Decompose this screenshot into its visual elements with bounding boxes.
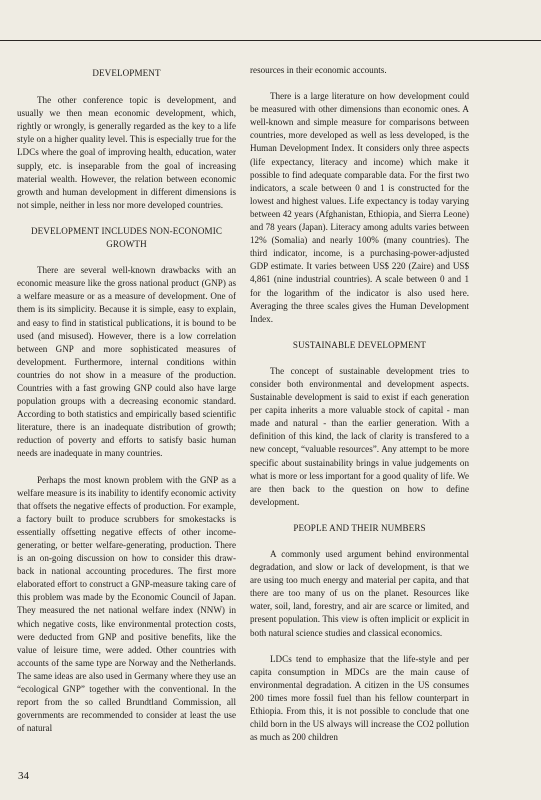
- paragraph: A commonly used argument behind environmental degradation, and slow or lack of development, is that we are using too much energy and material per capita, and that there are too many of us on the planet. Resources like water, soil, land, forestry, and air are scarce or limited, and present population. This view is often implicit or explicit in both natural science studies and classical economics.: [250, 549, 469, 638]
- heading-sustainable-development: SUSTAINABLE DEVELOPMENT: [292, 339, 427, 350]
- page-number: 34: [18, 770, 29, 782]
- paragraph: LDCs tend to emphasize that the life-style and per capita consumption in MDCs are the main cause of environmental degradation. A citizen in the US consumes 200 times more fossil fuel than his fellow counterpart in Ethiopia. From this, it is not possible to conclude that one child born in the US always will increase the CO2 pollution as much as 200 children: [250, 653, 469, 743]
- paragraph: There is a large literature on how development could be measured with other dimensions than economic ones. A well-known and simple measure for comparisons between countries, more developed as well as less developed, is the Human Development Index. It considers only three aspects (life expectancy, literacy and income) which make it possible to find adequate comparable data. For the first two indicators, a scale between 0 and 1 is constructed for the lowest and highest values. Life expectancy is today varying between 42 years (Afghanistan, Ethiopia, and Sierra Leone) and 78 years (Japan). Literacy among adults varies between 12% (Somalia) and nearly 100% (many countries). The third indicator, income, is a purchasing-power-adjusted GDP estimate. It varies between US$ 220 (Zaire) and US$ 4,861 (nine industrial countries). A scale between 0 and 1 for the logarithm of the indicator is also used here. Averaging the three scales gives the Human Development Index.: [250, 91, 469, 324]
- heading-non-economic-growth: DEVELOPMENT INCLUDES NON-ECONOMIC GROWTH: [30, 225, 223, 250]
- heading-people-and-their-numbers: PEOPLE AND THEIR NUMBERS: [293, 522, 426, 533]
- heading-development: DEVELOPMENT: [92, 68, 161, 78]
- paragraph: The other conference topic is development, and usually we then mean economic development, which, rightly or wrongly, is generally regarded as the key to a life style on a higher quality level. This is especially true for the LDCs where the goal of improving health, education, water supply, etc. is inseparable from the goal of increasing material wealth. However, the relation between economic growth and human development in different dimensions is not simple, neither in less nor more developed countries.: [17, 95, 236, 210]
- right-column: [250, 64, 469, 757]
- paragraph-continued: resources in their economic accounts.: [250, 65, 387, 75]
- header-rule: [0, 40, 541, 41]
- paragraph: Perhaps the most known problem with the GNP as a welfare measure is its inability to identify economic activity that offsets the negative effects of production. For example, a factory built to produce scrubbers for smokestacks is essentially offsetting negative effects of other income-generating, or better welfare-generating, production. There is an on-going discussion on how to consider this draw-back in national accounting procedures. The first more elaborated effort to construct a GNP-measure taking care of this problem was made by the Economic Council of Japan. They measured the net national welfare index (NNW) in which negative costs, like environmental protection costs, were deducted from GNP and positive benefits, like the value of leisure time, were added. Other countries with accounts of the same type are Norway and the Netherlands. The same ideas are also used in Germany where they use an “ecological GNP” together with the conventional. In the report from the so called Brundtland Commission, all governments are recommended to consider at least the use of natural: [17, 474, 236, 734]
- paragraph: The concept of sustainable development tries to consider both environmental and development aspects. Sustainable development is said to exist if each generation per capita inherits a more valuable stock of capital - man made and natural - than the earlier generation. With a definition of this kind, the lack of clarity is transfered to a new concept, “valuable resources”. Any attempt to be more specific about sustainability brings in value judgements on what is more or less important for a good quality of life. We are then back to the question on how to define development.: [250, 365, 469, 507]
- left-column: [17, 64, 236, 748]
- paragraph: There are several well-known drawbacks with an economic measure like the gross national product (GNP) as a welfare measure or as a measure of development. One of them is its simplicity. Because it is simple, easy to explain, and easy to find in statistical publications, it is bound to be used (and misused). However, there is a low correlation between GNP and more sophisticated measures of development. Furthermore, internal conditions within countries do not show in a measure of the production. Countries with a fast growing GNP could also have large population groups with a decreasing economic standard. According to both statistics and empirically based scientific literature, there is an inadequate distribution of growth; reduction of poverty and efforts to satisfy basic human needs are inadequate in many countries.: [17, 265, 236, 459]
